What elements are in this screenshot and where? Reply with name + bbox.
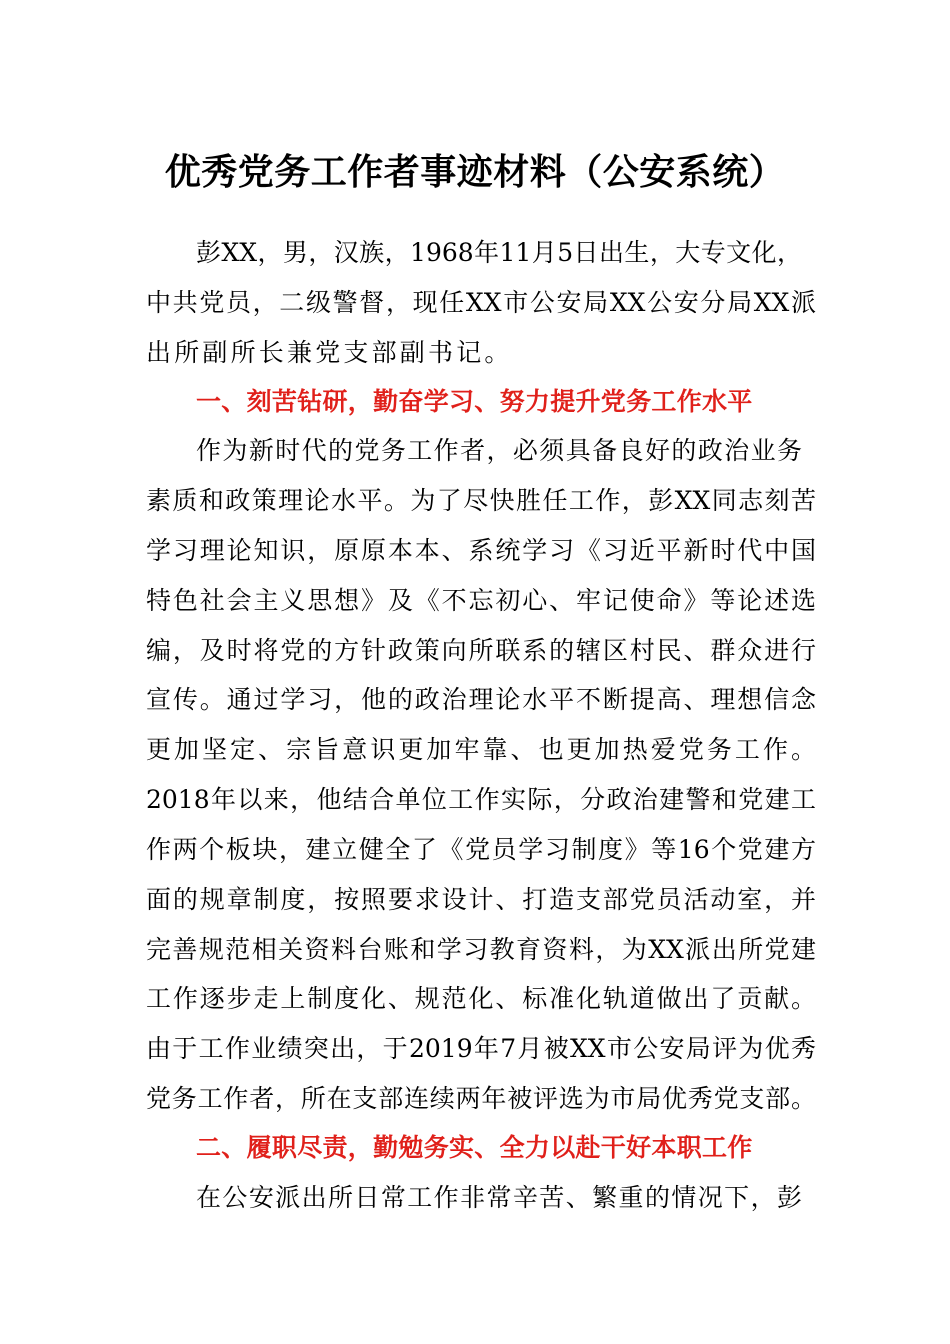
section-1-line-10: 面的规章制度，按照要求设计、打造支部党员活动室，并 xyxy=(146,885,816,914)
section-2-heading: 二、履职尽责，勤勉务实、全力以赴干好本职工作 xyxy=(196,1133,753,1162)
intro-line-1: 彭XX，男，汉族，1968年11月5日出生，大专文化， xyxy=(196,238,802,267)
section-1-line-11: 完善规范相关资料台账和学习教育资料，为XX派出所党建 xyxy=(146,935,816,964)
section-2-line-1: 在公安派出所日常工作非常辛苦、繁重的情况下，彭 xyxy=(196,1183,802,1212)
section-1-line-7: 更加坚定、宗旨意识更加牢靠、也更加热爱党务工作。 xyxy=(146,735,816,764)
section-1-line-12: 工作逐步走上制度化、规范化、标准化轨道做出了贡献。 xyxy=(146,984,816,1013)
section-1-line-14: 党务工作者，所在支部连续两年被评选为市局优秀党支部。 xyxy=(146,1084,816,1113)
section-1-line-9: 作两个板块，建立健全了《党员学习制度》等16个党建方 xyxy=(146,835,816,864)
section-1-heading: 一、刻苦钻研，勤奋学习、努力提升党务工作水平 xyxy=(196,387,753,416)
section-1-line-5: 编，及时将党的方针政策向所联系的辖区村民、群众进行 xyxy=(146,636,816,665)
intro-line-3: 出所副所长兼党支部副书记。 xyxy=(146,338,513,367)
section-1-line-8: 2018年以来，他结合单位工作实际，分政治建警和党建工 xyxy=(146,785,816,814)
section-1-line-3: 学习理论知识，原原本本、系统学习《习近平新时代中国 xyxy=(146,536,816,565)
section-1-line-6: 宣传。通过学习，他的政治理论水平不断提高、理想信念 xyxy=(146,685,816,714)
section-1-line-1: 作为新时代的党务工作者，必须具备良好的政治业务 xyxy=(196,436,802,465)
section-1-line-2: 素质和政策理论水平。为了尽快胜任工作，彭XX同志刻苦 xyxy=(146,486,816,515)
intro-line-2: 中共党员，二级警督，现任XX市公安局XX公安分局XX派 xyxy=(146,288,816,317)
section-1-line-4: 特色社会主义思想》及《不忘初心、牢记使命》等论述选 xyxy=(146,586,816,615)
section-1-line-13: 由于工作业绩突出，于2019年7月被XX市公安局评为优秀 xyxy=(146,1034,816,1063)
document-title: 优秀党务工作者事迹材料（公安系统） xyxy=(164,152,786,193)
